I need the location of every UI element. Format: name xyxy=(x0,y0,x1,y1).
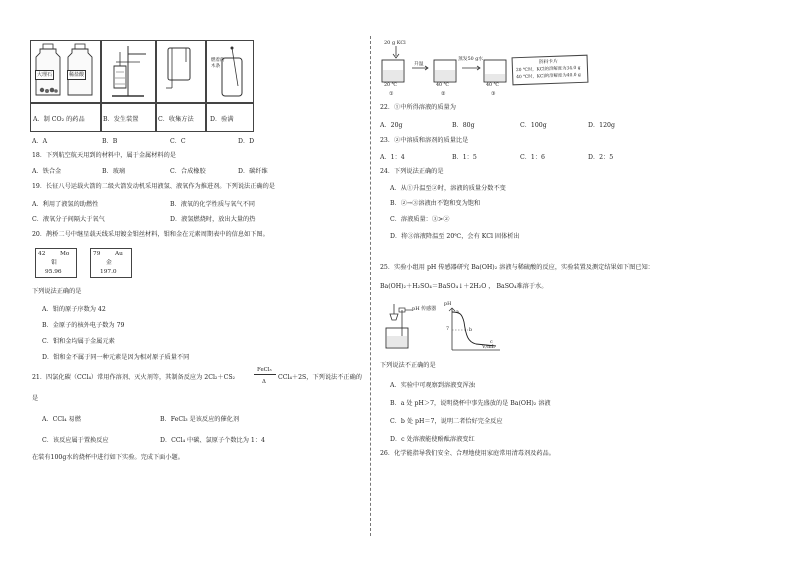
ph-sensor-label: pH 传感器 xyxy=(412,306,437,312)
q20-stem: 20．鹊桥二号中继星载天线采用镀金钼丝材料，钼和金在元素周期表中的信息如下图。 xyxy=(32,231,269,238)
q17-option-a: A．制 CO₂ 的药品 xyxy=(33,116,85,123)
au-mass: 197.0 xyxy=(100,269,117,275)
q20-option-c: C．钼和金均属于金属元素 xyxy=(42,338,115,345)
gas-jar-drawing xyxy=(208,42,252,100)
temp-3: 40 ℃ xyxy=(486,83,499,88)
mo-mass: 95.96 xyxy=(45,269,62,275)
q19-option-d: D．液氢燃烧时，放出大量的热 xyxy=(170,216,256,223)
info-card-line2: 40 ℃时，KCl的溶解度为40.0 g xyxy=(516,72,581,81)
q21-heat: Δ xyxy=(262,379,266,385)
au-name: 金 xyxy=(106,260,112,266)
q21-reaction-bar xyxy=(254,374,276,375)
q20-option-d: D．钼和金不属于同一种元素是因为相对原子质量不同 xyxy=(42,354,190,361)
q19-option-c: C．液氧分子间隔大于氧气 xyxy=(32,216,105,223)
collection-bottle-drawing xyxy=(158,44,204,100)
q23-option-b: B．1：5 xyxy=(452,154,477,161)
q25-option-c: C．b 处 pH＝7，说明二者恰好完全反应 xyxy=(390,418,503,425)
au-number: 79 xyxy=(93,251,101,257)
q21-stem-b: CCl₄＋2S，下列说法不正确的 xyxy=(278,374,362,381)
q17-answer-d: D．D xyxy=(238,138,255,145)
info-card-title: 资料卡片 xyxy=(538,59,559,66)
graph-point-a: a xyxy=(456,310,459,315)
element-card-au xyxy=(90,248,132,278)
graph-point-c: c xyxy=(490,340,493,345)
q20-sub: 下列说法正确的是 xyxy=(32,288,82,295)
q25-stem: 25．实验小组用 pH 传感器研究 Ba(OH)₂ 溶液与稀硫酸的反应，实验装置及测定结果如下图已知： xyxy=(380,264,654,271)
column-divider xyxy=(370,36,371,536)
circle-2: ② xyxy=(441,91,446,97)
q24-stem: 24．下列说法正确的是 xyxy=(380,168,444,175)
q21-catalyst: FeCl₃ xyxy=(257,367,272,373)
q22-option-b: B．80g xyxy=(452,122,475,129)
circle-1: ① xyxy=(389,91,394,97)
step-heat-label: 升温 xyxy=(414,62,424,67)
q18-option-d: D．碳纤维 xyxy=(238,168,268,175)
graph-point-b: b xyxy=(469,328,473,333)
au-symbol: Au xyxy=(115,251,123,257)
q22-option-a: A．20g xyxy=(380,122,403,129)
generator-apparatus-drawing xyxy=(102,42,154,100)
q18-option-a: A．铁合金 xyxy=(32,168,62,175)
burning-splint-label: 燃着的 木条 xyxy=(211,58,225,69)
mo-number: 42 xyxy=(38,251,46,257)
step-evaporate-label: 蒸发50 g水 xyxy=(458,57,484,62)
element-card-mo xyxy=(35,248,77,278)
q21-option-c: C．该反应属于置换反应 xyxy=(42,437,109,444)
q21-option-b: B．FeCl₃ 是该反应的催化剂 xyxy=(160,416,240,423)
q21-stem-a: 21．四氯化碳（CCl₄）常用作溶剂、灭火剂等，其制备反应为 2Cl₂＋CS₂ xyxy=(32,374,236,381)
kcl-label: 20 g KCl xyxy=(384,40,406,46)
bottle-label-acid: 稀盐酸 xyxy=(69,72,85,78)
q21-option-a: A．CCl₄ 易燃 xyxy=(42,416,81,423)
q24-option-d: D．将③溶液降温至 20℃，会有 KCl 固体析出 xyxy=(390,233,520,240)
left-footer: 在装有100g水的烧杯中进行如下实验。完成下面小题。 xyxy=(32,454,184,461)
circle-3: ③ xyxy=(491,91,496,97)
q19-option-a: A．利用了液氢的助燃性 xyxy=(32,201,99,208)
q23-option-a: A．1：4 xyxy=(380,154,405,161)
q24-option-c: C．溶液质量：③>② xyxy=(390,216,450,223)
q24-option-a: A．从①升温至②时，溶液的质量分数不变 xyxy=(390,185,506,192)
q20-option-b: B．金原子的核外电子数为 79 xyxy=(42,322,125,329)
info-card-line1: 20 ℃时，KCl的溶解度为34.0 g xyxy=(515,65,581,74)
q17-answer-a: A．A xyxy=(32,138,48,145)
temp-2: 40 ℃ xyxy=(436,83,449,88)
graph-seven: 7 xyxy=(446,327,450,332)
q20-option-a: A．钼的原子序数为 42 xyxy=(42,306,106,313)
graph-x-label: V/mL xyxy=(482,345,495,350)
q19-option-b: B．液氧的化学性质与氧气不同 xyxy=(170,201,255,208)
q18-option-c: C．合成橡胶 xyxy=(170,168,206,175)
mo-symbol: Mo xyxy=(60,251,70,257)
graph-y-label: pH xyxy=(444,302,452,307)
q17-option-d: D．验满 xyxy=(210,116,234,123)
temp-1: 20 ℃ xyxy=(384,83,397,88)
q21-option-d: D．CCl₄ 中碳、氯原子个数比为 1：4 xyxy=(160,437,265,444)
q25-option-b: B．a 处 pH＞7，说明烧杯中事先盛放的是 Ba(OH)₂ 溶液 xyxy=(390,400,551,407)
q23-option-c: C．1：6 xyxy=(520,154,545,161)
bottle-label-marble: 大理石 xyxy=(37,72,53,78)
q22-option-d: D．120g xyxy=(588,122,615,129)
q17-answer-b: B．B xyxy=(102,138,118,145)
q17-option-c: C．收集方法 xyxy=(158,116,194,123)
mo-name: 钼 xyxy=(51,260,57,266)
q18-option-b: B．玻璃 xyxy=(102,168,126,175)
q24-option-b: B．②→③溶液由不饱和变为饱和 xyxy=(390,200,481,207)
q26-stem: 26．化学能指导我们安全、合理地使用家庭常用清毒剂及药品。 xyxy=(380,450,555,457)
q22-stem: 22．①中所得溶液的质量为 xyxy=(380,104,456,111)
q19-stem: 19．长征八号运载火箭的二级火箭发动机采用液氢、液氧作为推进剂。下列说法正确的是 xyxy=(32,183,275,190)
q17-answer-c: C．C xyxy=(170,138,186,145)
q25-option-a: A．实验中可观察到溶液变浑浊 xyxy=(390,382,475,389)
q25-option-d: D．c 处溶液能使酚酞溶液变红 xyxy=(390,436,475,443)
info-card xyxy=(512,55,589,86)
q23-option-d: D．2：5 xyxy=(588,154,614,161)
q22-option-c: C．100g xyxy=(520,122,547,129)
q21-stem-c: 是 xyxy=(32,395,39,402)
q25-sub: 下列说法不正确的是 xyxy=(380,362,436,369)
q17-option-b: B．发生装置 xyxy=(103,116,139,123)
q25-equation: Ba(OH)₂＋H₂SO₄＝BaSO₄↓＋2H₂O ， BaSO₄难溶于水。 xyxy=(380,283,548,290)
q23-stem: 23．②中溶质和溶剂的质量比是 xyxy=(380,137,469,144)
q18-stem: 18．下列航空航天用到的材料中，属于金属材料的是 xyxy=(32,152,176,159)
